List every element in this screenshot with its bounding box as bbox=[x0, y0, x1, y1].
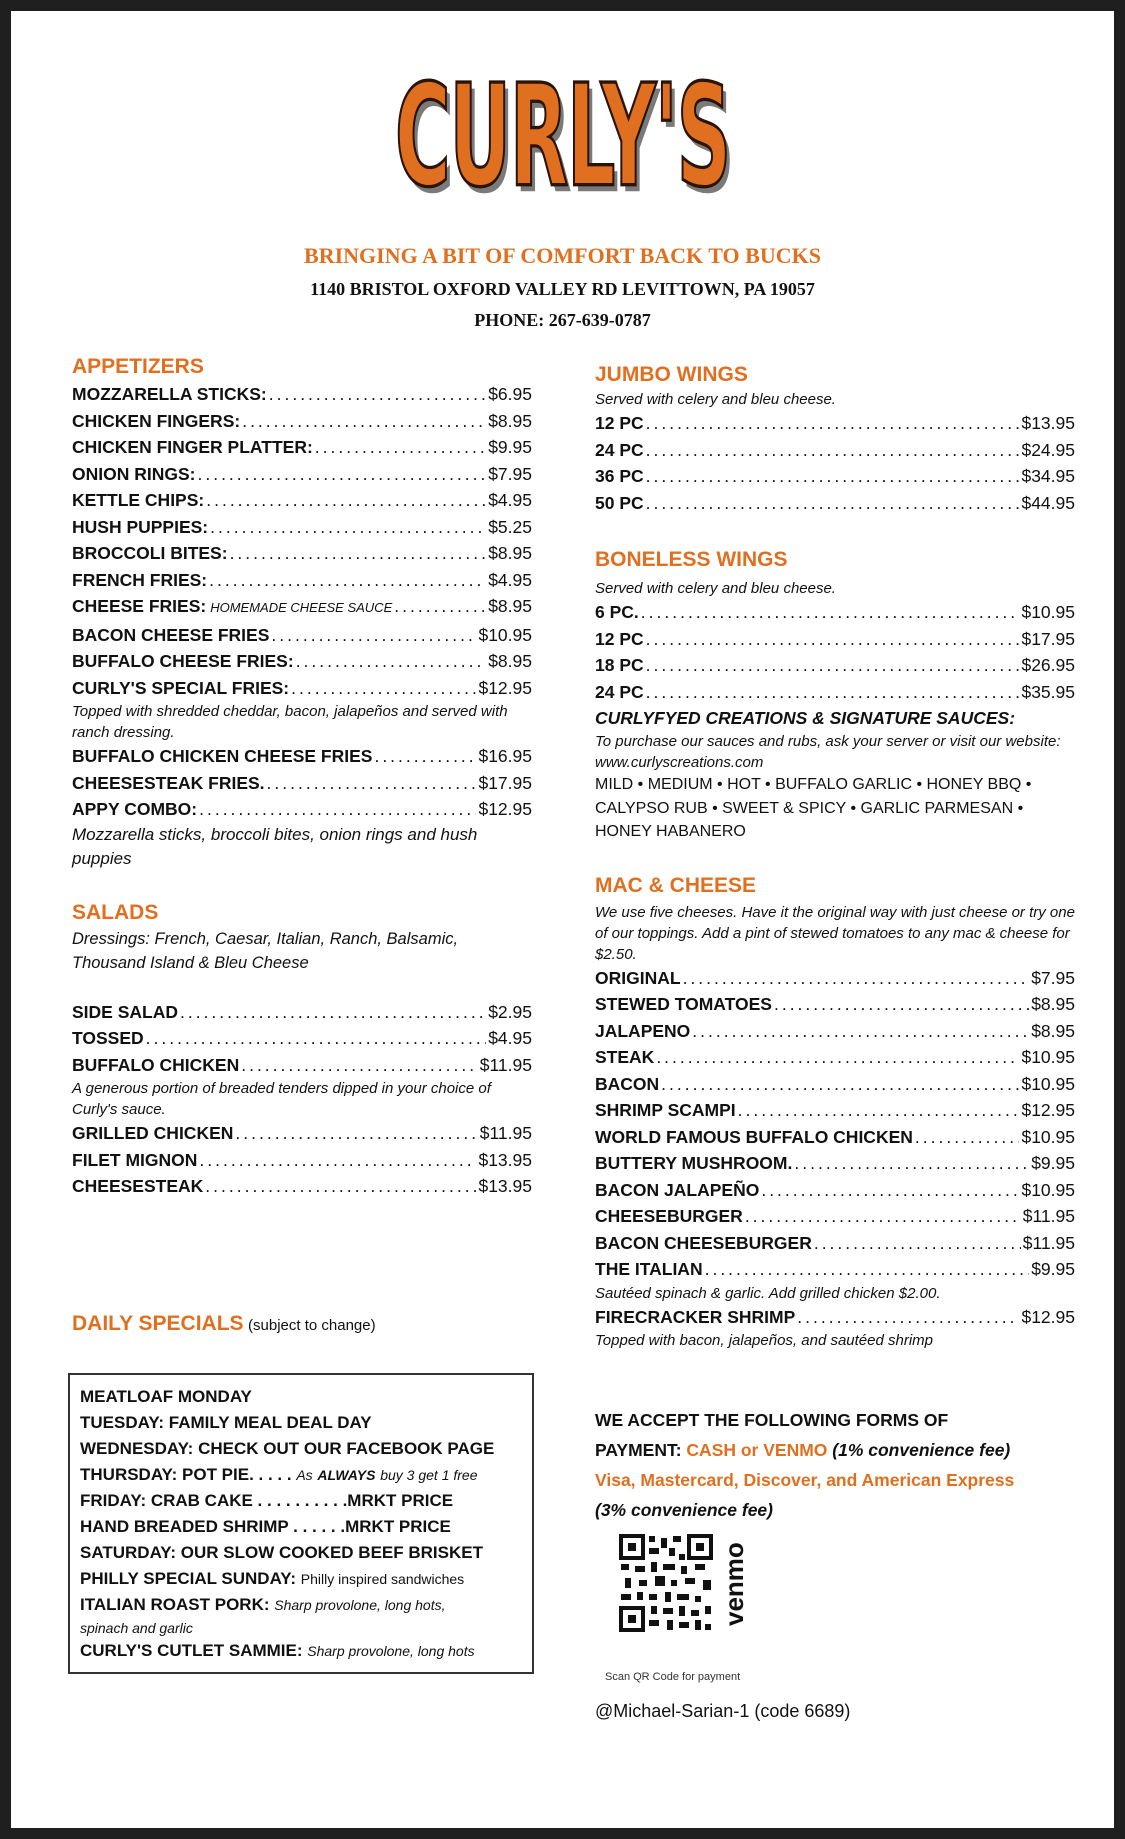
menu-item: BACON CHEESEBURGER ..... $11.95 bbox=[595, 1230, 1075, 1257]
restaurant-logo: CURLY'S bbox=[394, 54, 731, 219]
daily-specials-box bbox=[68, 1373, 534, 1674]
special-line: TUESDAY: FAMILY MEAL DEAL DAY bbox=[80, 1413, 372, 1432]
scan-qr-caption: Scan QR Code for payment bbox=[605, 1671, 741, 1683]
special-line: MEATLOAF MONDAY bbox=[80, 1387, 252, 1406]
menu-item: BUFFALO CHICKEN CHEESE FRIES ..... $16.95 bbox=[72, 743, 532, 770]
menu-item: SIDE SALAD ..... $2.95 bbox=[72, 999, 532, 1026]
special-line: PHILLY SPECIAL SUNDAY: Philly inspired sandwiches bbox=[80, 1569, 465, 1588]
menu-item: ONION RINGS: ..... $7.95 bbox=[72, 461, 532, 488]
menu-item: FRENCH FRIES: ..... $4.95 bbox=[72, 567, 532, 594]
menu-item: BACON ..... $10.95 bbox=[595, 1071, 1075, 1098]
tagline: BRINGING A BIT OF COMFORT BACK TO BUCKS bbox=[304, 243, 821, 268]
daily-specials-title: DAILY SPECIALS (subject to change) bbox=[72, 1312, 376, 1335]
menu-item: SHRIMP SCAMPI ..... $12.95 bbox=[595, 1097, 1075, 1124]
menu-item: BUFFALO CHICKEN ..... $11.95 bbox=[72, 1052, 532, 1079]
boneless-wings-title: BONELESS WINGS bbox=[595, 548, 788, 571]
sauces-list: MILD • MEDIUM • HOT • BUFFALO GARLIC • HONEY BBQ • CALYPSO RUB • SWEET & SPICY • GARLIC PARMESAN • HONEY HABANERO bbox=[595, 776, 1032, 840]
special-line: CURLY'S CUTLET SAMMIE: Sharp provolone, long hots bbox=[80, 1641, 475, 1660]
venmo-qr-code-icon[interactable] bbox=[619, 1534, 749, 1644]
menu-item: FIRECRACKER SHRIMP ..... $12.95 bbox=[595, 1304, 1075, 1331]
menu-item: CHICKEN FINGER PLATTER: ..... $9.95 bbox=[72, 434, 532, 461]
special-line: HAND BREADED SHRIMP . . . . . .MRKT PRICE bbox=[80, 1517, 451, 1536]
menu-item: ORIGINAL ..... $7.95 bbox=[595, 965, 1075, 992]
menu-item: GRILLED CHICKEN ..... $11.95 bbox=[72, 1120, 532, 1147]
special-description: spinach and garlic bbox=[80, 1620, 193, 1636]
appetizers-title: APPETIZERS bbox=[72, 355, 204, 378]
boneless-wings-desc: Served with celery and bleu cheese. bbox=[595, 580, 836, 597]
menu-item: THE ITALIAN ..... $9.95 bbox=[595, 1256, 1075, 1283]
payment-info: WE ACCEPT THE FOLLOWING FORMS OF PAYMENT: CASH or VENMO (1% convenience fee) Visa, Mastercard, Discover, and American Express (3% convenience fee) bbox=[595, 1410, 1015, 1520]
menu-item: CHEESE FRIES: HOMEMADE CHEESE SAUCE ..... $8.95 bbox=[72, 593, 532, 622]
special-line: THURSDAY: POT PIE. . . . . As ALWAYS buy 3 get 1 free bbox=[80, 1465, 478, 1484]
item-description: Mozzarella sticks, broccoli bites, onion rings and hush puppies bbox=[72, 824, 478, 868]
menu-item: BACON CHEESE FRIES ..... $10.95 bbox=[72, 622, 532, 649]
item-description: A generous portion of breaded tenders dipped in your choice of Curly's sauce. bbox=[72, 1080, 491, 1118]
menu-item: WORLD FAMOUS BUFFALO CHICKEN ..... $10.95 bbox=[595, 1124, 1075, 1151]
special-line: SATURDAY: OUR SLOW COOKED BEEF BRISKET bbox=[80, 1543, 483, 1562]
menu-item: CHICKEN FINGERS: ..... $8.95 bbox=[72, 408, 532, 435]
menu-item: CHEESESTEAK ..... $13.95 bbox=[72, 1173, 532, 1200]
salads-title: SALADS bbox=[72, 900, 159, 924]
venmo-logo: venmo bbox=[719, 1542, 749, 1626]
special-line: WEDNESDAY: CHECK OUT OUR FACEBOOK PAGE bbox=[80, 1439, 495, 1458]
menu-item: 36 PC ..... $34.95 bbox=[595, 463, 1075, 490]
jumbo-wings-title: JUMBO WINGS bbox=[595, 363, 748, 386]
right-column bbox=[595, 361, 1075, 1351]
menu-item: HUSH PUPPIES: ..... $5.25 bbox=[72, 514, 532, 541]
menu-item: TOSSED ..... $4.95 bbox=[72, 1025, 532, 1052]
phone: PHONE: 267-639-0787 bbox=[474, 310, 651, 330]
salads-dressings: Dressings: French, Caesar, Italian, Ranch, Balsamic, Thousand Island & Bleu Cheese bbox=[72, 929, 459, 972]
menu-item: BUFFALO CHEESE FRIES: ..... $8.95 bbox=[72, 648, 532, 675]
item-description: Sautéed spinach & garlic. Add grilled chicken $2.00. bbox=[595, 1284, 941, 1302]
menu-item: FILET MIGNON ..... $13.95 bbox=[72, 1147, 532, 1174]
menu-item: KETTLE CHIPS: ..... $4.95 bbox=[72, 487, 532, 514]
menu-item: 12 PC ..... $13.95 bbox=[595, 410, 1075, 437]
menu-item: MOZZARELLA STICKS: ..... $6.95 bbox=[72, 381, 532, 408]
venmo-handle: @Michael-Sarian-1 (code 6689) bbox=[595, 1701, 851, 1721]
item-description: Topped with shredded cheddar, bacon, jalapeños and served with ranch dressing. bbox=[72, 703, 508, 741]
menu-item: CHEESEBURGER ..... $11.95 bbox=[595, 1203, 1075, 1230]
salads-list bbox=[72, 999, 532, 1200]
menu-item: 50 PC ..... $44.95 bbox=[595, 490, 1075, 517]
appetizers-list bbox=[72, 381, 532, 871]
special-line: ITALIAN ROAST PORK: Sharp provolone, long hots, bbox=[80, 1595, 446, 1614]
menu-item: STEAK ..... $10.95 bbox=[595, 1044, 1075, 1071]
menu-item: STEWED TOMATOES ..... $8.95 bbox=[595, 991, 1075, 1018]
menu-page bbox=[11, 11, 1114, 1828]
menu-item: JALAPENO ..... $8.95 bbox=[595, 1018, 1075, 1045]
mac-cheese-list bbox=[595, 965, 1075, 1352]
left-column bbox=[72, 353, 532, 1200]
menu-item: 6 PC. ..... $10.95 bbox=[595, 599, 1075, 626]
menu-item: 24 PC ..... $35.95 bbox=[595, 679, 1075, 706]
menu-item: BUTTERY MUSHROOM. ..... $9.95 bbox=[595, 1150, 1075, 1177]
menu-item: CHEESESTEAK FRIES. ..... $17.95 bbox=[72, 770, 532, 797]
jumbo-wings-desc: Served with celery and bleu cheese. bbox=[595, 391, 836, 408]
menu-item: APPY COMBO: ..... $12.95 bbox=[72, 796, 532, 823]
menu-item: 12 PC ..... $17.95 bbox=[595, 626, 1075, 653]
mac-cheese-title: MAC & CHEESE bbox=[595, 873, 757, 897]
menu-item: CURLY'S SPECIAL FRIES: ..... $12.95 bbox=[72, 675, 532, 702]
menu-item: BACON JALAPEÑO ..... $10.95 bbox=[595, 1177, 1075, 1204]
address: 1140 BRISTOL OXFORD VALLEY RD LEVITTOWN, PA 19057 bbox=[310, 279, 815, 299]
menu-item: 18 PC ..... $26.95 bbox=[595, 652, 1075, 679]
sauces-title: CURLYFYED CREATIONS & SIGNATURE SAUCES: bbox=[595, 708, 1016, 728]
sauces-desc: To purchase our sauces and rubs, ask your server or visit our website: www.curlyscreations.com bbox=[595, 733, 1061, 771]
mac-cheese-desc: We use five cheeses. Have it the original way with just cheese or try one of our toppings. Add a pint of stewed tomatoes to any mac & cheese for $2.50. bbox=[595, 903, 1075, 963]
menu-item: 24 PC ..... $24.95 bbox=[595, 437, 1075, 464]
item-description: Topped with bacon, jalapeños, and sautéed shrimp bbox=[595, 1332, 934, 1349]
menu-item: BROCCOLI BITES: ..... $8.95 bbox=[72, 540, 532, 567]
special-line: FRIDAY: CRAB CAKE . . . . . . . . . .MRKT PRICE bbox=[80, 1491, 454, 1510]
